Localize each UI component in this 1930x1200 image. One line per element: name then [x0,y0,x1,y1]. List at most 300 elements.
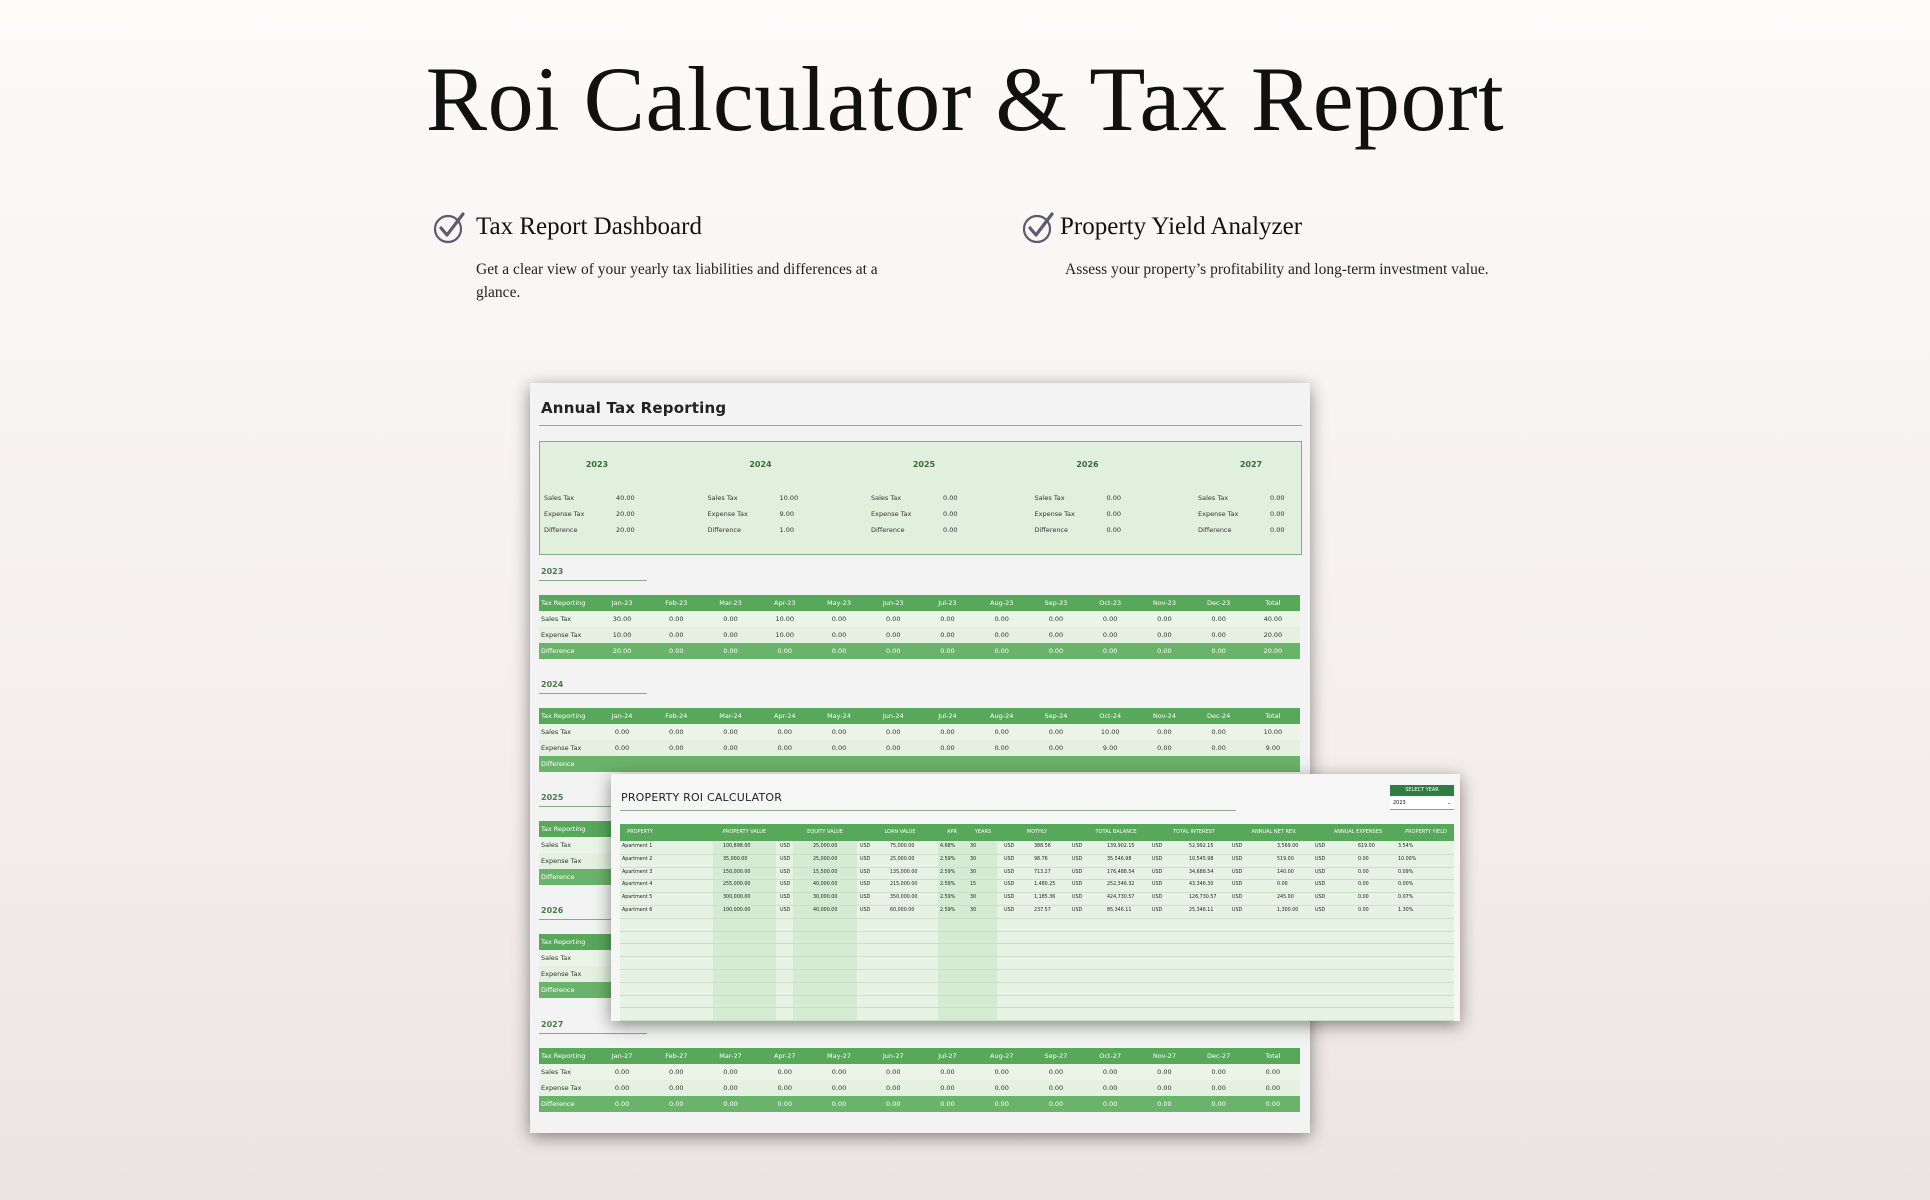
summary-row [708,526,828,534]
table-cell: 0.00 [1102,631,1118,639]
table-cell: Apartment 6 [622,908,653,913]
column-header: TOTAL INTEREST [1173,829,1215,835]
column-header: Jan-27 [611,1052,633,1060]
table-cell: Expense Tax [541,857,582,865]
table-cell: USD [1152,844,1163,849]
table-row [620,969,1454,983]
summary-value: 0.00 [943,494,958,502]
table-cell: 126,730.57 [1189,895,1217,901]
summary-value: 0.00 [943,510,958,518]
table-cell: USD [1315,869,1326,875]
table-cell: USD [1072,856,1083,862]
table-cell: 0.00 [1157,647,1172,655]
table-cell: 1.30% [1398,908,1414,913]
table-cell: 0.00 [885,615,901,623]
column-header: Jul-23 [938,599,957,607]
column-header: APR [947,829,957,835]
table-cell: USD [1072,895,1083,901]
table-cell: 0.00 [723,728,738,736]
table-cell: 35,546.98 [1107,856,1132,862]
roi-calculator-sheet [611,774,1460,1021]
table-cell: 0.00 [1048,1084,1064,1092]
year-section-label: 2025 [541,793,564,802]
table-cell: 100,898.00 [723,844,751,849]
summary-row [1198,494,1310,502]
table-header-row [620,824,1454,841]
table-cell: USD [1232,844,1243,849]
select-year-label: SELECT YEAR [1390,785,1454,796]
table-cell: 215,000.00 [890,882,918,888]
table-cell: USD [1004,895,1015,901]
table-cell: 0.00 [994,1068,1009,1076]
column-header: Sep-27 [1044,1052,1068,1060]
column-header: Apr-23 [774,599,796,607]
table-cell: 0.00 [885,744,901,752]
table-cell: USD [1232,869,1243,875]
table-cell: USD [1072,882,1083,888]
table-cell: USD [1315,844,1326,849]
table-cell: 0.00 [614,1100,630,1108]
table-cell: 0.07% [1398,895,1414,901]
table-cell: 135,000.00 [890,869,918,875]
table-cell: Expense Tax [541,1084,582,1092]
summary-label: Sales Tax [544,494,575,502]
table-cell: 0.00 [1265,1084,1281,1092]
table-cell: 0.00 [994,728,1009,736]
table-cell: 0.00 [831,744,847,752]
table-cell: 0.00 [777,647,792,655]
table-row [539,627,1300,643]
table-cell: 2.59% [940,882,956,888]
table-cell: USD [1004,908,1015,913]
table-cell: 30 [970,844,977,849]
roi-table [620,824,1454,1021]
table-cell: 0.00 [614,728,630,736]
summary-row [1198,526,1310,534]
table-cell: 619.00 [1358,844,1375,849]
column-header: May-27 [827,1052,851,1060]
table-cell: 2.59% [940,856,956,862]
table-cell: 25,000.00 [890,856,915,862]
table-row [539,1064,1300,1080]
column-header: Aug-23 [990,599,1014,607]
table-cell: 0.00 [669,728,684,736]
table-cell: 9.00 [1265,744,1281,752]
summary-value: 20.00 [616,510,635,518]
column-header: Total [1265,599,1281,607]
table-cell: 20.00 [1263,631,1283,639]
table-row [620,982,1454,996]
column-header: Feb-27 [665,1052,688,1060]
table-cell: USD [860,895,871,901]
column-header: ANNUAL EXPENSES [1333,829,1383,835]
table-cell: 0.00 [831,615,847,623]
column-header: Aug-27 [990,1052,1014,1060]
check-circle-icon [433,210,467,244]
table-row [620,931,1454,945]
table-cell: 252,346.32 [1107,882,1135,888]
table-cell: 0.00 [1358,908,1369,913]
table-cell: 245.00 [1277,895,1294,901]
table-cell: 0.00 [1211,615,1226,623]
table-cell: 85,346.11 [1107,908,1132,913]
summary-row [544,494,664,502]
summary-year: 2027 [1239,460,1263,469]
feature-description: Assess your property’s profitability and long-term investment value. [1065,261,1489,278]
table-cell: Sales Tax [541,728,572,736]
table-cell: 0.00 [777,1100,792,1108]
table-cell: 40,000.00 [813,882,838,888]
summary-row [1198,510,1310,518]
table-cell: USD [780,895,791,901]
divider [539,1033,647,1034]
summary-label: Sales Tax [1198,494,1229,502]
table-cell: 2.59% [940,895,956,901]
summary-label: Difference [1034,526,1069,534]
table-cell: 30,000.00 [813,895,838,901]
table-cell: Apartment 5 [622,895,653,901]
table-cell: USD [860,844,871,849]
table-cell: 0.00 [723,631,738,639]
table-cell: 0.00 [1157,728,1172,736]
table-cell: USD [1072,869,1083,875]
column-header: PROPERTY VALUE [722,829,767,835]
summary-value: 10.00 [779,494,799,502]
table-cell: 0.00 [1265,1068,1281,1076]
table-cell: USD [1004,882,1015,888]
table-cell: 0.00 [831,1084,847,1092]
column-header: Tax Reporting [541,1052,586,1060]
column-header: Mar-27 [719,1052,742,1060]
table-cell: 0.00 [614,744,630,752]
table-cell: 0.00 [994,615,1009,623]
table-cell: 0.00 [1265,1100,1281,1108]
table-cell: 0.00 [940,1100,955,1108]
table-cell: 0.00 [1358,869,1369,875]
table-cell: Apartment 1 [622,844,653,849]
table-cell: 0.00 [1211,1100,1226,1108]
table-cell: 0.00 [1358,856,1369,862]
table-cell: 60,000.00 [890,908,915,913]
table-cell: 1,300.00 [1277,908,1299,913]
column-header: TOTAL BALANCE [1095,829,1137,835]
table-cell: 0.00 [1157,1084,1172,1092]
divider [539,580,647,581]
monthly-tax-table [539,1048,1300,1112]
table-cell: 140.00 [1277,869,1294,875]
column-header: Feb-24 [665,712,688,720]
table-cell: 10,545.98 [1189,856,1214,862]
table-cell: 424,730.57 [1107,895,1135,901]
summary-year-column [869,442,1021,554]
summary-year-column [1033,442,1185,554]
summary-year: 2026 [1076,460,1099,469]
table-row [620,943,1454,957]
summary-year-column [1196,442,1310,554]
table-cell: 255,000.00 [723,882,751,888]
table-cell: 0.00 [777,1084,792,1092]
table-cell: USD [1232,895,1243,901]
table-row [620,879,1454,893]
table-cell: 0.00 [940,647,955,655]
table-cell: 0.00 [1048,1100,1064,1108]
table-cell: USD [1152,869,1163,875]
table-row [620,918,1454,932]
table-cell: USD [780,856,791,862]
summary-row [544,526,664,534]
table-cell: 0.00 [885,1084,901,1092]
table-cell: USD [1004,869,1015,875]
column-header: Apr-24 [774,712,796,720]
table-cell: USD [1072,908,1083,913]
table-cell: 20.00 [1263,647,1283,655]
divider [620,810,1236,811]
summary-year: 2024 [749,460,772,469]
table-cell: USD [1315,882,1326,888]
table-cell: 350,000.00 [890,895,918,901]
column-header: Feb-23 [665,599,688,607]
table-cell: 388.56 [1034,844,1051,849]
table-cell: 0.00 [669,647,684,655]
table-cell: 0.00 [831,1068,847,1076]
column-header: Tax Reporting [541,712,586,720]
column-header: Nov-24 [1152,712,1176,720]
column-header: Jan-24 [611,712,633,720]
divider [539,425,1302,426]
table-cell: 34,688.54 [1189,869,1214,875]
table-cell: 0.00 [669,1084,684,1092]
summary-row [1035,526,1155,534]
table-cell: 0.00 [777,728,792,736]
table-cell: Sales Tax [541,615,572,623]
monthly-tax-table [539,595,1300,659]
column-header: Total [1265,712,1281,720]
table-cell: 0.00 [1157,744,1172,752]
table-cell: Apartment 3 [622,869,653,875]
chevron-down-icon: ⌄ [1446,800,1451,806]
table-cell: USD [1315,895,1326,901]
table-cell: 0.00 [1358,882,1369,888]
divider [539,693,647,694]
table-cell: 0.00 [940,1084,955,1092]
select-year-dropdown[interactable] [1390,798,1454,810]
feature-yield-analyzer [1022,208,1502,281]
table-cell: Difference [541,1100,575,1108]
column-header: MOTHLY [1026,829,1048,835]
table-row [539,1096,1300,1112]
summary-year: 2023 [585,460,609,469]
table-cell: 100,000.00 [723,908,751,913]
table-cell: 9.00 [1102,744,1118,752]
table-cell: 0.00 [723,615,738,623]
table-cell: USD [780,882,791,888]
table-cell: 0.00 [614,1084,630,1092]
table-cell: Sales Tax [541,954,572,962]
feature-description: Get a clear view of your yearly tax liabilities and differences at a glance. [476,261,878,301]
summary-value: 1.00 [779,526,794,534]
table-cell: USD [1315,856,1326,862]
table-row [620,995,1454,1009]
summary-row [871,494,991,502]
table-cell: 0.00 [1048,744,1064,752]
summary-value: 0.00 [1270,494,1285,502]
table-cell: 0.09% [1398,869,1414,875]
table-cell: USD [1232,908,1243,913]
table-cell: 35,000.00 [723,856,748,862]
column-header: Jun-24 [882,712,904,720]
table-cell: 0.00 [1157,631,1172,639]
sheet-title: PROPERTY ROI CALCULATOR [621,791,783,804]
table-cell: 10.00% [1398,856,1417,862]
summary-label: Expense Tax [871,510,912,518]
column-header: Jul-24 [938,712,957,720]
year-section-label: 2026 [541,906,564,915]
table-cell: USD [1152,882,1163,888]
summary-label: Sales Tax [871,494,902,502]
table-cell: 43,346.30 [1189,882,1214,888]
table-cell: 300,000.00 [723,895,751,901]
select-year-value: 2023 [1393,800,1406,806]
summary-label: Sales Tax [1034,494,1065,502]
summary-value: 20.00 [616,526,635,534]
table-cell: USD [1004,856,1015,862]
feature-title: Tax Report Dashboard [476,213,702,240]
table-cell: 10.00 [1100,728,1120,736]
table-cell: 0.00 [940,615,955,623]
table-row [620,905,1454,919]
table-cell: 0.00 [1102,1100,1118,1108]
column-header: Sep-24 [1044,712,1068,720]
column-header: Nov-23 [1152,599,1176,607]
table-cell: 98.76 [1034,856,1048,862]
summary-label: Difference [871,526,905,534]
summary-row [544,510,664,518]
table-cell: 0.00 [614,1068,630,1076]
summary-row [708,510,828,518]
table-cell: Expense Tax [541,744,582,752]
table-cell: 1,480.25 [1034,882,1056,888]
column-header: Jul-27 [938,1052,957,1060]
monthly-tax-table [539,708,1300,772]
feature-tax-report [433,208,913,304]
table-cell: 0.00 [723,1068,738,1076]
table-cell: Difference [541,986,575,994]
summary-label: Difference [707,526,742,534]
summary-value: 0.00 [1106,510,1121,518]
table-cell: 0.00 [1358,895,1369,901]
summary-row [871,510,991,518]
table-cell: 139,902.15 [1107,844,1135,849]
feature-title: Property Yield Analyzer [1060,213,1303,240]
table-cell: USD [1232,856,1243,862]
summary-label: Sales Tax [707,494,738,502]
table-cell: Expense Tax [541,970,582,978]
table-cell: USD [1004,844,1015,849]
table-cell: USD [780,844,791,849]
table-cell: 40.00 [1263,615,1283,623]
table-cell: 0.00 [885,1068,901,1076]
summary-label: Expense Tax [1198,510,1239,518]
table-cell: USD [1072,844,1083,849]
column-header: Jun-27 [882,1052,904,1060]
column-header: YEARS [974,829,992,835]
table-cell: 0.00 [1157,615,1172,623]
table-cell: 0.00 [1102,1084,1118,1092]
table-cell: USD [1232,882,1243,888]
table-cell: 0.00 [831,1100,847,1108]
summary-label: Expense Tax [707,510,748,518]
page-title: Roi Calculator & Tax Report [425,48,1505,150]
summary-value: 0.00 [1270,526,1285,534]
table-cell: 30 [970,856,977,862]
summary-row [871,526,991,534]
column-header: ANNUAL NET REV. [1251,829,1297,835]
table-cell: 3.54% [1398,844,1414,849]
table-cell: 2.59% [940,869,956,875]
summary-label: Expense Tax [544,510,585,518]
table-cell: 0.00 [994,647,1009,655]
table-cell: 0.00 [994,744,1009,752]
table-cell: 0.00 [1211,631,1226,639]
summary-label: Expense Tax [1034,510,1075,518]
column-header: Oct-23 [1099,599,1122,607]
table-cell: 15 [970,882,977,888]
table-cell: USD [780,869,791,875]
table-cell: 0.00 [1277,882,1288,888]
table-cell: USD [1152,856,1163,862]
table-cell: 0.00 [1211,1068,1226,1076]
table-cell: USD [780,908,791,913]
summary-value: 0.00 [1270,510,1285,518]
table-cell: 0.00 [723,1084,738,1092]
table-cell: 10.00 [775,631,795,639]
table-cell: 0.00 [1048,615,1064,623]
table-cell: 0.00 [1102,615,1118,623]
table-cell: 0.00 [1102,647,1118,655]
table-cell: Difference [541,873,575,881]
table-cell: USD [860,882,871,888]
summary-year: 2025 [912,460,936,469]
column-header: Tax Reporting [541,825,586,833]
year-section-label: 2027 [541,1020,564,1029]
column-header: Total [1265,1052,1281,1060]
table-row [620,1007,1454,1021]
table-cell: 40,000.00 [813,908,838,913]
column-header: Dec-27 [1207,1052,1231,1060]
table-cell: 0.00 [777,1068,792,1076]
table-cell: 0.00 [1211,728,1226,736]
table-cell: 0.00 [669,744,684,752]
table-cell: 0.00 [885,1100,901,1108]
column-header: LOAN VALUE [884,829,916,835]
table-cell: 10.00 [612,631,632,639]
summary-row [1035,494,1155,502]
table-cell: 237.57 [1034,908,1051,913]
column-header: Dec-23 [1207,599,1231,607]
table-cell: 0.00 [994,1084,1009,1092]
summary-value: 0.00 [943,526,958,534]
table-row [620,956,1454,970]
table-row [539,724,1300,740]
table-cell: 0.00 [1102,1068,1118,1076]
table-row [539,1080,1300,1096]
table-row [539,756,1300,772]
table-cell: USD [1315,908,1326,913]
table-cell: 0.00 [1048,1068,1064,1076]
table-row [539,740,1300,756]
table-cell: Difference [541,647,575,655]
table-cell: 0.00 [940,631,955,639]
